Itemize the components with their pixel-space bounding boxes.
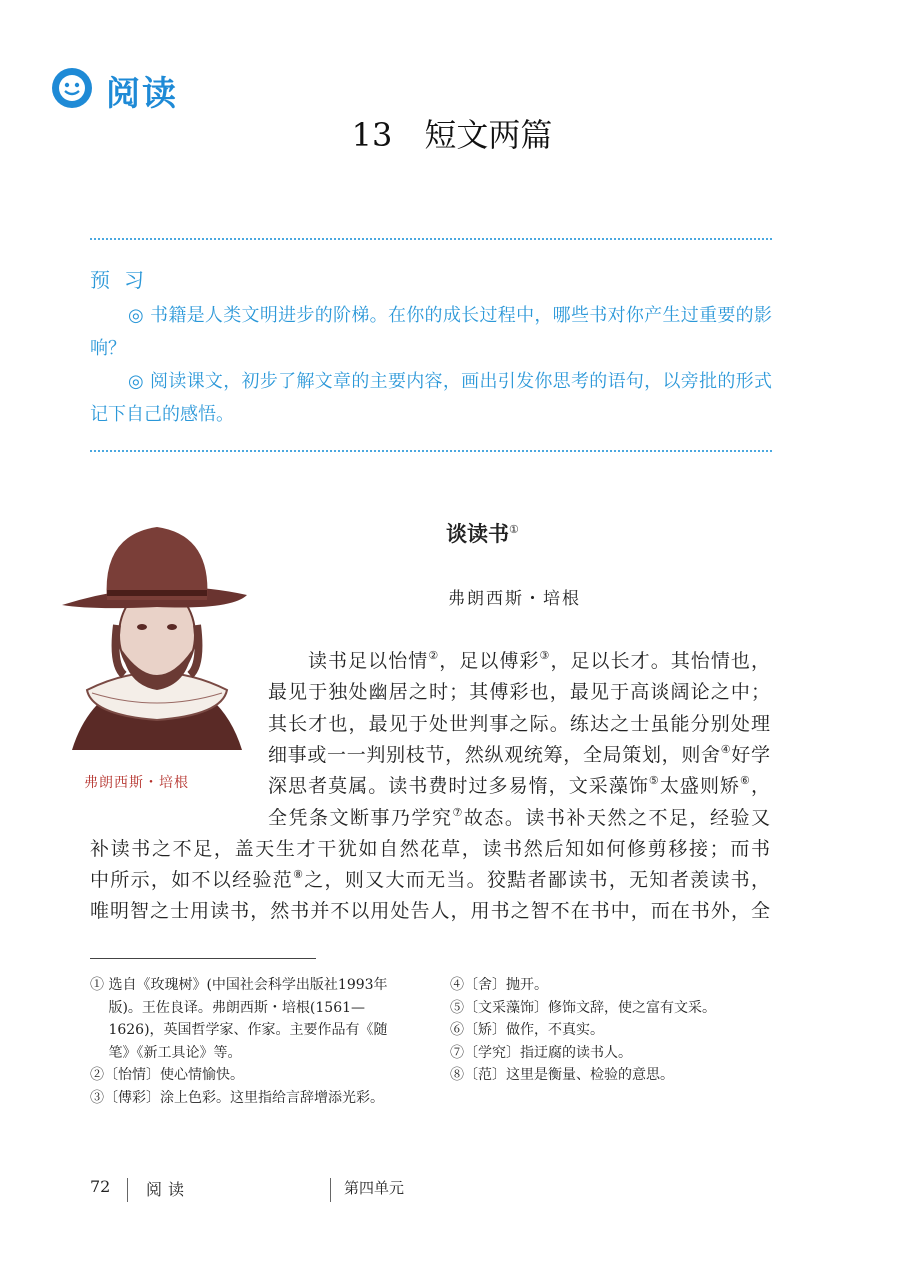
footnote: 版)。王佐良译。弗朗西斯・培根(1561— [90,999,366,1016]
footnote-rule [90,958,316,959]
footnote: ① 选自《玫瑰树》(中国社会科学出版社1993年 [90,977,388,993]
dotted-divider [90,450,772,452]
preview-item: ◎ 书籍是人类文明进步的阶梯。在你的成长过程中，哪些书对你产生过重要的影响？ [90,305,772,359]
body-line [308,646,770,677]
footnote: ⑤〔文采藻饰〕修饰文辞，使之富有文采。 [450,999,716,1016]
preview-item: ◎ 阅读课文，初步了解文章的主要内容，画出引发你思考的语句，以旁批的形式记下自己的感悟。 [90,371,772,425]
footer-divider [127,1178,128,1202]
footnote: 1626)，英国哲学家、作家。主要作品有《随 [90,1022,388,1038]
body-text: 细事或一一判别枝节，然纵观统筹，全局策划，则舍 [268,743,721,766]
body-text: 中所示，如不以经验范 [90,869,294,892]
footer-unit: 第四单元 [344,1179,405,1197]
body-text: ，足以长才。其怡情也， [550,650,770,672]
body-text: 太盛则矫 [659,775,741,798]
body-text: 之，则又大而无当。狡黠者鄙读书，无知者羡读书， [304,869,770,892]
body-text: 补读书之不足，盖天生才干犹如自然花草，读书然后知如何修剪移接；而书 [90,837,770,860]
dotted-divider [90,238,772,240]
footnotes-left [90,974,388,1109]
body-text: ， [750,775,770,798]
body-line [268,771,770,802]
body-text: 好学 [731,743,770,766]
smiley-icon [52,68,92,108]
body-text: 其长才也，最见于处世判事之际。练达之士虽能分别处理 [268,712,770,735]
footer-divider [330,1178,331,1202]
footnote-ref: ⑥ [740,774,751,788]
footnote: ⑦〔学究〕指迂腐的读书人。 [450,1044,632,1061]
body-line [268,677,770,708]
footer-section: 阅读 [146,1180,191,1199]
footnote-ref: ④ [720,742,732,756]
article-title-text: 谈读书 [446,521,509,546]
body-line [90,865,770,896]
body-text: 深思者莫属。读书费时过多易惰，文采藻饰 [268,775,649,798]
body-text: 故态。读书补天然之不足，经验又 [463,806,770,829]
body-text: 全凭条文断事乃学究 [268,806,453,829]
body-line [268,709,770,740]
body-line [268,740,770,771]
preview-heading: 预习 [90,268,158,292]
body-text: 读书足以怡情 [308,650,429,672]
footnote-ref: ⑦ [452,805,464,819]
footnotes-right [450,974,716,1087]
footnote: 笔》《新工具论》等。 [90,1044,242,1061]
footnote: ⑥〔矫〕做作，不真实。 [450,1022,604,1038]
footnote-ref: ③ [539,649,551,662]
body-text: ，足以傅彩 [439,650,540,672]
portrait-image [62,515,252,765]
preview-box [90,264,772,431]
footnote: ⑧〔范〕这里是衡量、检验的意思。 [450,1067,674,1083]
lesson-title: 13 短文两篇 [351,116,553,154]
unit-label: 阅读 [106,74,178,114]
body-line [268,803,770,834]
footnote: ③〔傅彩〕涂上色彩。这里指给言辞增添光彩。 [90,1089,384,1106]
footnote-ref: ① [509,523,519,536]
footnote: ②〔怡情〕使心情愉快。 [90,1067,244,1083]
page-number: 72 [90,1177,111,1196]
body-line [90,896,770,927]
body-text: 最见于独处幽居之时；其傅彩也，最见于高谈阔论之中； [268,681,770,704]
footnote-ref: ② [428,649,440,662]
article-title [446,518,519,548]
footnote: ④〔舍〕抛开。 [450,977,548,993]
article-author: 弗朗西斯・培根 [448,589,581,609]
portrait-caption: 弗朗西斯・培根 [84,775,189,791]
footnote-ref: ⑤ [648,774,660,788]
body-line [90,834,770,865]
body-text: 唯明智之士用读书，然书并不以用处告人，用书之智不在书中，而在书外，全 [90,900,770,923]
footnote-ref: ⑧ [293,868,305,882]
